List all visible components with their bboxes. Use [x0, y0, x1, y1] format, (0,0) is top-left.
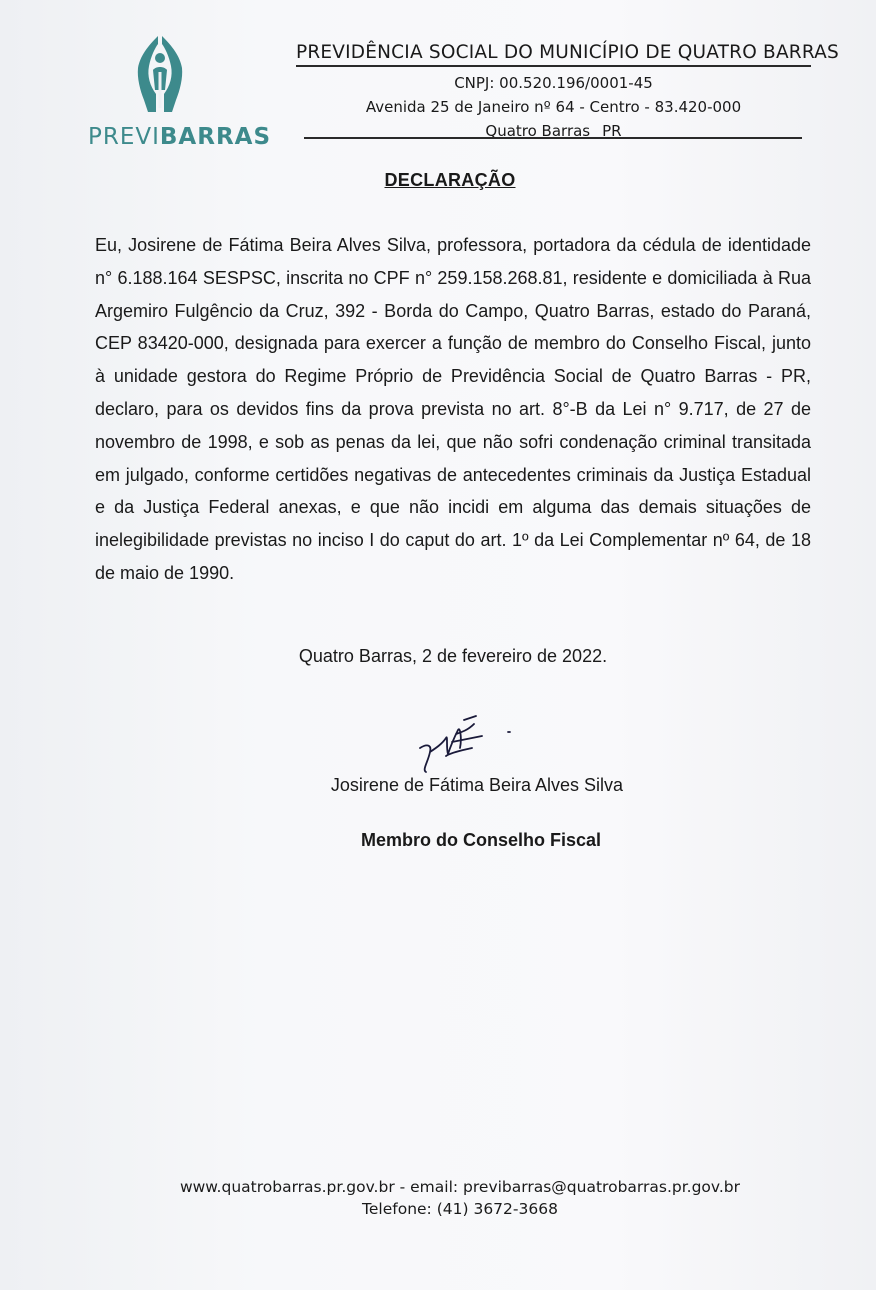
- footer: [0, 1176, 876, 1220]
- state: PR: [602, 122, 622, 140]
- signer-role: Membro do Conselho Fiscal: [360, 830, 602, 850]
- header-rule: [304, 137, 802, 139]
- declaration-body: Eu, Josirene de Fátima Beira Alves Silva, professora, portadora da cédula de identidade n° 6.188.164 SESPSC, inscrita no CPF n° 259.158.268.81, residente e domiciliada à Rua Argemiro Fulgêncio da Cruz, 392 - Borda do Campo, Quatro Barras, estado do Paraná, CEP 83420-000, designada para exercer a função de membro do Conselho Fiscal, junto à unidade gestora do Regime Próprio de Previdência Social de Quatro Barras - PR, declaro, para os devidos fins da prova prevista no art. 8°-B da Lei n° 9.717, de 27 de novembro de 1998, e sob as penas da lei, que não sofri condenação criminal transitada em julgado, conforme certidões negativas de antecedentes criminais da Justiça Estadual e da Justiça Federal anexas, e que não incidi em alguma das demais situações de inelegibilidade previstas no inciso I do caput do art. 1º da Lei Complementar nº 64, de 18 de maio de 1990.: [95, 235, 811, 583]
- org-name: PREVIDÊNCIA SOCIAL DO MUNICÍPIO DE QUATRO BARRAS: [296, 42, 811, 67]
- cnpj: CNPJ: 00.520.196/0001-45: [454, 74, 653, 92]
- hands-holding-figure-icon: [134, 34, 186, 114]
- city-state: [296, 119, 811, 143]
- footer-contact: www.quatrobarras.pr.gov.br - email: previbarras@quatrobarras.pr.gov.br: [179, 1178, 741, 1196]
- handwritten-signature: [412, 708, 532, 778]
- date-line: Quatro Barras, 2 de fevereiro de 2022.: [298, 646, 608, 666]
- footer-phone: Telefone: (41) 3672-3668: [362, 1200, 558, 1218]
- city: Quatro Barras: [485, 122, 591, 140]
- logo-text-suffix: BARRAS: [159, 124, 272, 150]
- document-title: DECLARAÇÃO: [384, 170, 516, 190]
- letterhead: [296, 42, 839, 143]
- previbarras-logo: [88, 34, 272, 152]
- address: Avenida 25 de Janeiro nº 64 - Centro - 83.420-000: [365, 98, 742, 116]
- signer-name: Josirene de Fátima Beira Alves Silva: [330, 775, 624, 795]
- logo-text: [88, 124, 272, 150]
- logo-text-prefix: PREVI: [88, 124, 160, 150]
